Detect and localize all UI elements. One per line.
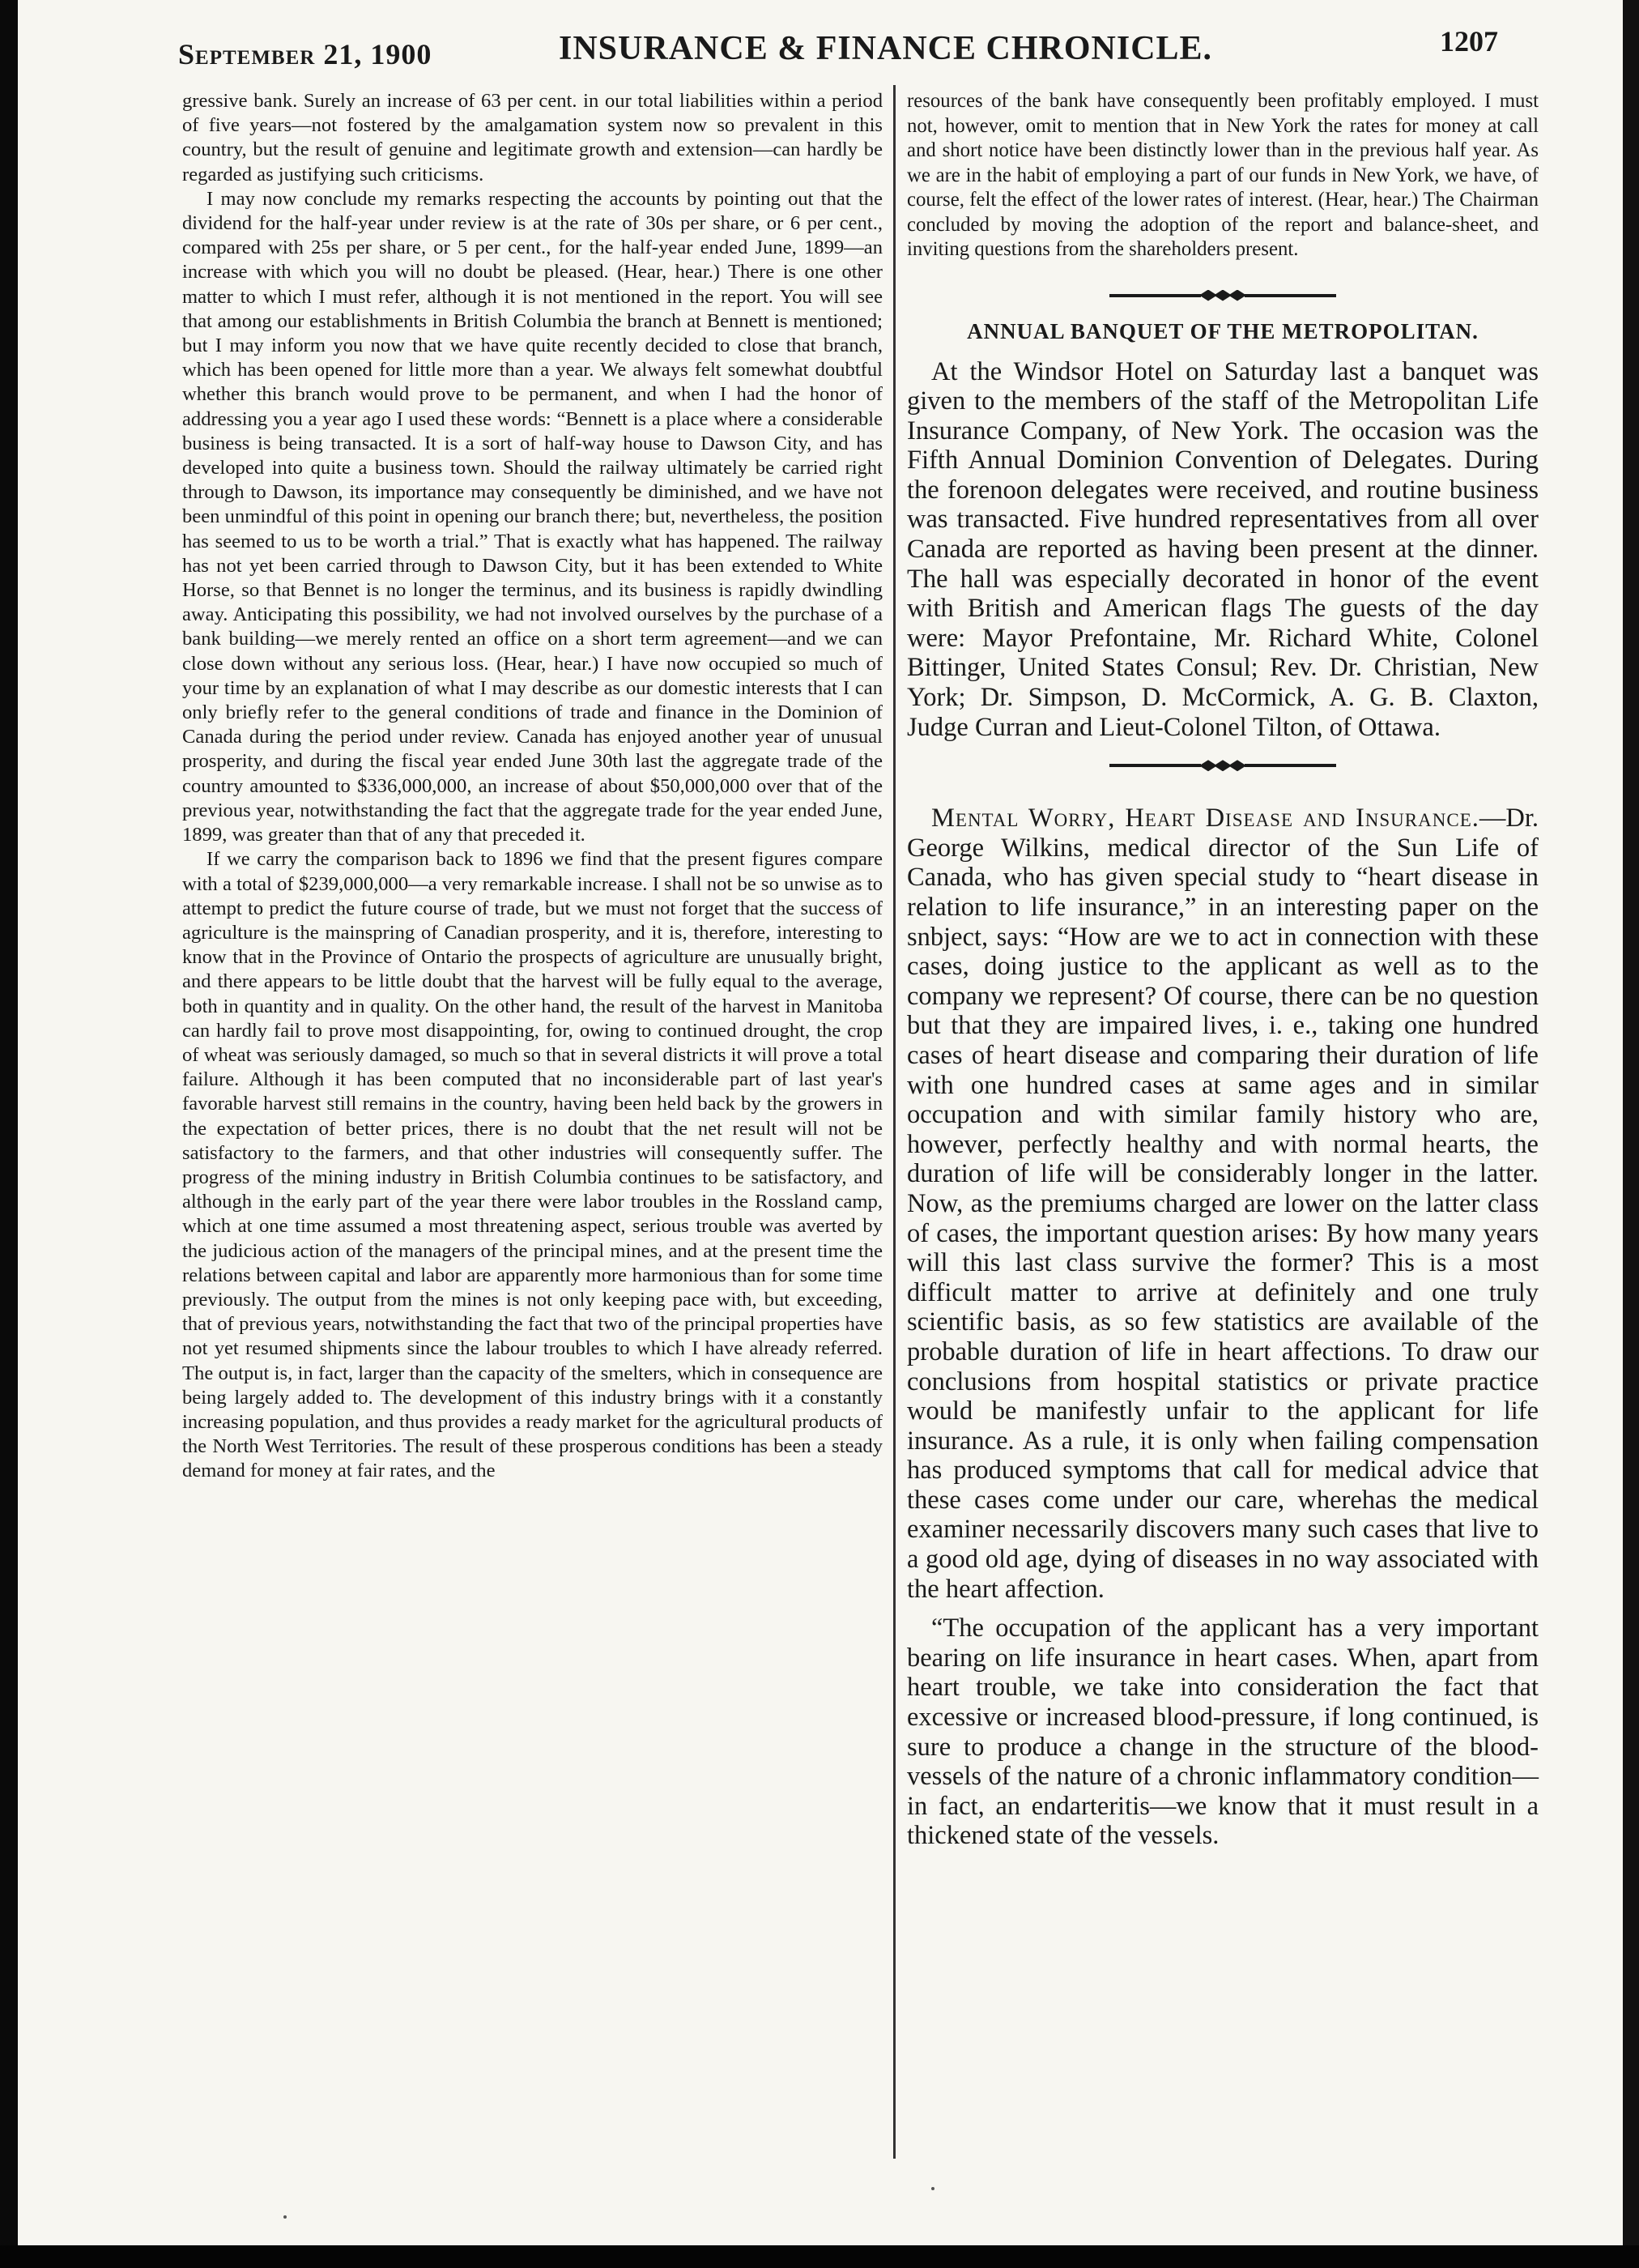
issue-date: September 21, 1900: [178, 38, 432, 70]
continued-paragraph: resources of the bank have consequently been profitably employed. I must not, however, omit to mention that in New York the rates for money at call and short notice have been distinctly lower than in the previous half year. As we are in the habit of employing a part of our funds in New York, we have, of course, felt the effect of the lower rates of interest. (Hear, hear.) The Chairman concluded by moving the adoption of the report and balance-sheet, and inviting questions from the shareholders present.: [907, 90, 1539, 260]
publication-title: INSURANCE & FINANCE CHRONICLE.: [559, 30, 1213, 67]
column-divider: [893, 85, 896, 2159]
left-column: [182, 89, 883, 1484]
scan-bottom-edge: [0, 2245, 1639, 2268]
page-number: 1207: [1440, 25, 1498, 58]
article-text: —Dr. George Wilkins, medical director of the Sun Life of Canada, who has given special study to “heart disease in relation to life insurance,” in an interesting paper on the snbject, says: “How are we to act in connection with these cases, doing justice to the applicant as well as to the company we represent? Of course, there can be no question but that they are impaired lives, i. e., taking one hundred cases of heart disease and comparing their duration of life with one hundred cases at same ages and in similar occupation and with similar family history who are, however, perfectly healthy and with normal hearts, the duration of life will be considerably longer in the latter. Now, as the premiums charged are lower on the latter class of cases, the important question arises: By how many years will this last class survive the former? This is a most difficult matter to arrive at definitely and one truly scientific basis, as so few statistics are available of the probable duration of life in heart affections. To draw our conclusions from hospital statistics or private practice would be manifestly unfair to the applicant for life insurance. As a rule, it is only when failing compensation has produced symptoms that call for medical advice that these cases come under our care, wherehas the medical examiner necessarily discovers many such cases that live to a good old age, dying of diseases in no way associated with the heart affection.: [907, 804, 1539, 1604]
article-text-continued: “The occupation of the applicant has a very important bearing on life insurance in heart cases. When, apart from heart trouble, we take into consideration the fact that excessive or increased blood-pressure, if long continued, is sure to produce a change in the structure of the blood-vessels of the nature of a chronic inflammatory condition—in fact, an endarteritis—we know that it must result in a thickened state of the vessels.: [907, 1614, 1539, 1851]
page-header: [178, 24, 1498, 73]
mental-worry-article: [907, 804, 1539, 1604]
banquet-article-text: At the Windsor Hotel on Saturday last a banquet was given to the members of the staff of the Metropolitan Life Insurance Company, of New York. The occasion was the Fifth Annual Dominion Convention of Delegates. During the forenoon delegates were received, and routine business was transacted. Five hundred representatives from all over Canada are reported as having been present at the dinner. The hall was especially decorated in honor of the event with British and American flags The guests of the day were: Mayor Prefontaine, Mr. Richard White, Colonel Bittinger, United States Consul; Rev. Dr. Christian, New York; Dr. Simpson, D. McCormick, A. G. B. Claxton, Judge Curran and Lieut-Colonel Tilton, of Ottawa.: [907, 356, 1539, 742]
paragraph: gressive bank. Surely an increase of 63 per cent. in our total liabilities within a period of five years—not fostered by the amalgamation system now so prevalent in this country, but the result of genuine and legitimate growth and extension—can hardly be regarded as justifying such criticisms.: [182, 90, 883, 185]
right-column: [907, 89, 1539, 1851]
print-speck: [283, 2215, 287, 2219]
print-speck: [931, 2187, 934, 2190]
article-heading-mental-worry: Mental Worry, Heart Disease and Insurance.: [931, 804, 1479, 833]
article-title-banquet: ANNUAL BANQUET OF THE METROPOLITAN.: [967, 318, 1479, 343]
paragraph: I may now conclude my remarks respecting the accounts by pointing out that the dividend for the half-year under review is at the rate of 30s per share, or 6 per cent., compared with 25s per share, or 5 per cent., for the half-year ended June, 1899—an increase with which you will no doubt be pleased. (Hear, hear.) There is one other matter to which I must refer, although it is not mentioned in the report. You will see that among our establishments in British Columbia the branch at Bennett is mentioned; but I may inform you now that we have quite recently decided to close that branch, which has been opened for little more than a year. We always felt somewhat doubtful whether this branch would prove to be permanent, and when I had the honor of addressing you a year ago I used these words: “Bennett is a place where a considerable business is being transacted. It is a sort of half-way house to Dawson City, and has developed into quite a business town. Should the railway ultimately be carried right through to Dawson, its importance may consequently be diminished, and we have not been unmindful of this point in opening our branch there; but, nevertheless, the position has seemed to us to be worth a trial.” That is exactly what has happened. The railway has not yet been carried through to Dawson City, but it has been extended to White Horse, so that Bennet is no longer the terminus, and its business is rapidly dwindling away. Anticipating this possibility, we had not involved ourselves by the purchase of a bank building—we merely rented an office on a short term agreement—and we can close down without any serious loss. (Hear, hear.) I have now occupied so much of your time by an explanation of what I may describe as our domestic interests that I can only briefly refer to the general conditions of trade and finance in the Dominion of Canada during the period under review. Canada has enjoyed another year of unusual prosperity, and during the fiscal year ended June 30th last the aggregate trade of the country amounted to $336,000,000, an increase of about $50,000,000 over that of the previous year, notwithstanding the fact that the aggregate trade for the year ended June, 1899, was greater than that of any that preceded it.: [182, 187, 883, 846]
section-ornament: [1109, 760, 1336, 771]
scan-edge-shadow: [0, 0, 18, 2268]
newspaper-page: [16, 0, 1623, 2268]
section-ornament: [1109, 290, 1336, 301]
paragraph: If we carry the comparison back to 1896 we find that the present figures compare with a total of $239,000,000—a very remarkable increase. I shall not be so unwise as to attempt to predict the future course of trade, but we must not forget that the success of agriculture is the mainspring of Canadian prosperity, and it is, therefore, interesting to know that in the Province of Ontario the prospects of agriculture are unusually bright, and there appears to be little doubt that the harvest will be fully equal to the average, both in quantity and in quality. On the other hand, the result of the harvest in Manitoba can hardly fail to prove most disappointing, for, owing to continued drought, the crop of wheat was seriously damaged, so much so that in several districts it will prove a total failure. Although it has been computed that no inconsiderable part of last year's favorable harvest still remains in the country, having been held back by the growers in the expectation of better prices, there is no doubt that the net result will not be satisfactory to the farmers, and that other industries will consequently suffer. The progress of the mining industry in British Columbia continues to be satisfactory, and although in the early part of the year there were labor troubles in the Rossland camp, which at one time assumed a most threatening aspect, serious trouble was averted by the judicious action of the managers of the principal mines, and at the present time the relations between capital and labor are apparently more harmonious than for some time previously. The output from the mines is not only keeping pace with, but exceeding, that of previous years, notwithstanding the fact that two of the principal properties have not yet resumed shipments since the labour troubles to which I have already referred. The output is, in fact, larger than the capacity of the smelters, which in consequence are being largely added to. The development of this industry brings with it a constantly increasing population, and thus provides a ready market for the agricultural products of the North West Territories. The result of these prosperous conditions has been a steady demand for money at fair rates, and the: [182, 848, 883, 1482]
